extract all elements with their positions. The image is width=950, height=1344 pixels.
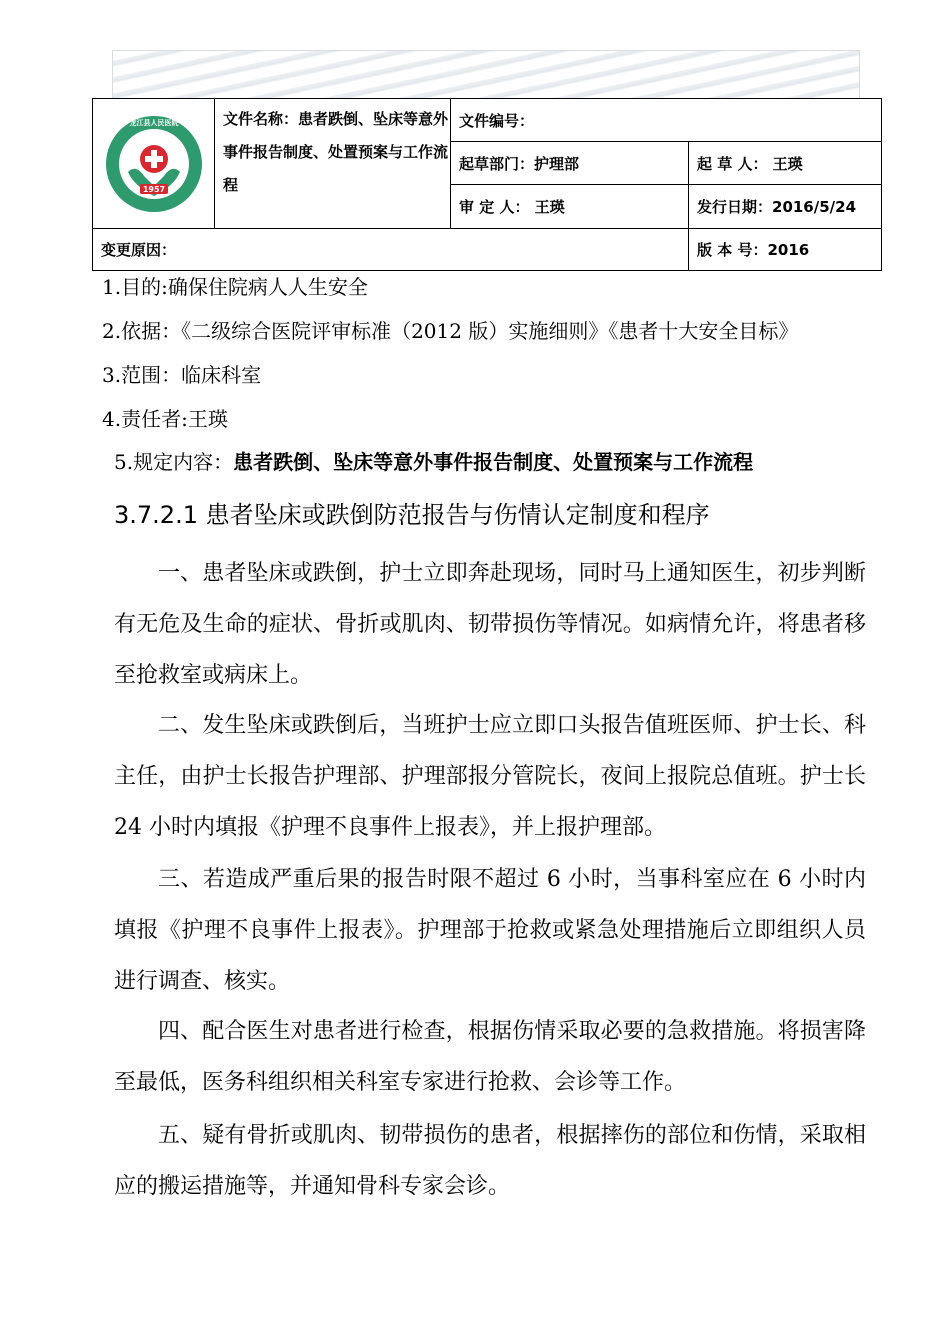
hospital-logo-icon [102, 112, 206, 216]
draft-dept-cell: 起草部门：护理部 [451, 142, 689, 185]
scope-line: 3.范围：临床科室 [102, 363, 262, 387]
file-name-cell: 文件名称：患者跌倒、坠床等意外事件报告制度、处置预案与工作流程 [215, 99, 451, 229]
logo-text: 龙江县人民医院 [129, 118, 178, 127]
paragraph-2: 二、发生坠床或跌倒后，当班护士应立即口头报告值班医师、护士长、科主任，由护士长报告护理部、护理部报分管院长，夜间上报院总值班。护士长 24 小时内填报《护理不良事件上报表》，并上报护理部。 [114, 713, 866, 840]
issue-date-cell: 发行日期：2016/5/24 [689, 185, 882, 229]
reviewer-cell: 审 定 人： 王瑛 [451, 185, 689, 229]
drafter-cell: 起 草 人： 王瑛 [689, 142, 882, 185]
logo-year: 1957 [142, 184, 165, 194]
owner-line: 4.责任者:王瑛 [102, 407, 228, 431]
version-cell: 版 本 号：2016 [689, 229, 882, 271]
file-number-cell: 文件编号： [451, 99, 882, 142]
paragraph-1: 一、患者坠床或跌倒，护士立即奔赴现场，同时马上通知医生，初步判断有无危及生命的症状、骨折或肌肉、韧带损伤等情况。如病情允许，将患者移至抢救室或病床上。 [114, 561, 866, 688]
logo-cell [93, 99, 215, 229]
section-title: 3.7.2.1 患者坠床或跌倒防范报告与伤情认定制度和程序 [114, 501, 710, 529]
purpose-line: 1.目的:确保住院病人人生安全 [102, 275, 368, 299]
paragraph-4: 四、配合医生对患者进行检查，根据伤情采取必要的急救措施。将损害降至最低，医务科组织相关科室专家进行抢救、会诊等工作。 [114, 1019, 866, 1095]
paragraph-3: 三、若造成严重后果的报告时限不超过 6 小时，当事科室应在 6 小时内填报《护理不良事件上报表》。护理部于抢救或紧急处理措施后立即组织人员进行调查、核实。 [114, 867, 866, 994]
content-label: 5.规定内容： [114, 450, 234, 474]
content-title: 患者跌倒、坠床等意外事件报告制度、处置预案与工作流程 [233, 450, 754, 474]
paragraph-5: 五、疑有骨折或肌肉、韧带损伤的患者，根据摔伤的部位和伤情，采取相应的搬运措施等，并通知骨科专家会诊。 [114, 1123, 866, 1199]
document-header-table [92, 98, 882, 271]
change-reason-cell: 变更原因： [93, 229, 689, 271]
basis-line: 2.依据：《二级综合医院评审标准（2012 版）实施细则》《患者十大安全目标》 [102, 319, 799, 343]
content-line [114, 448, 753, 476]
